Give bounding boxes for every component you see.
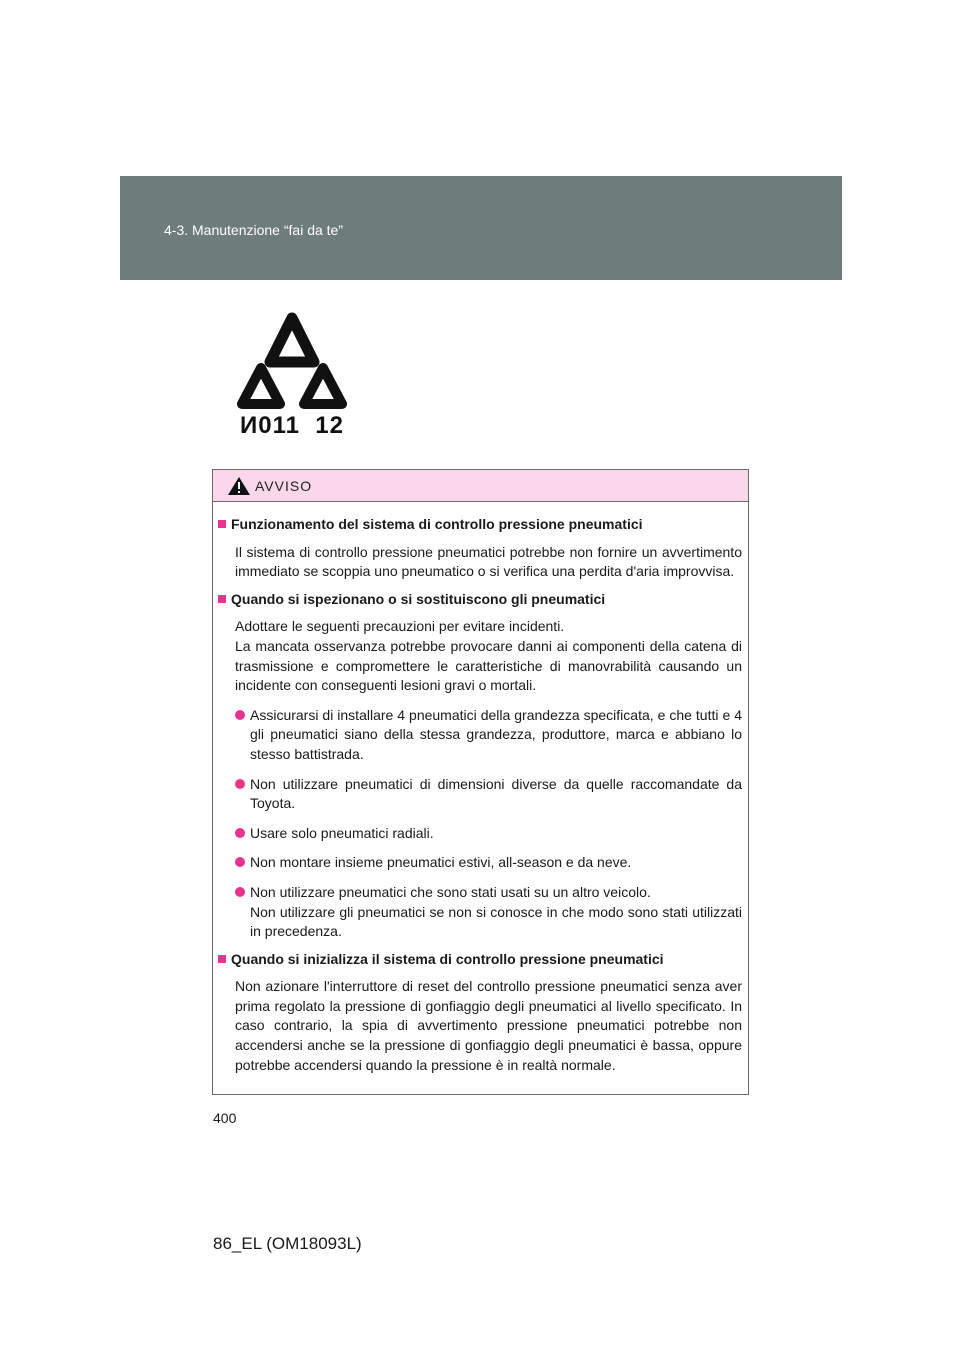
round-bullet-icon: [235, 828, 245, 838]
section-paragraph: Il sistema di controllo pressione pneumatici potrebbe non fornire un avvertimento immediato se scoppia uno pneumatico o si verifica una perdita d'aria improvvisa.: [235, 543, 742, 580]
list-item: Non utilizzare pneumatici di dimensioni diverse da quelle raccomandate da Toyota.: [235, 775, 742, 814]
warning-box: [212, 469, 749, 1095]
section-title: Quando si ispezionano o si sostituiscono gli pneumatici: [218, 590, 742, 610]
section-title: Funzionamento del sistema di controllo pressione pneumatici: [218, 515, 742, 535]
square-bullet-icon: [218, 595, 226, 603]
uniform-tire-symbol-icon: [236, 312, 348, 412]
round-bullet-icon: [235, 857, 245, 867]
section-title: Quando si inizializza il sistema di controllo pressione pneumatici: [218, 950, 742, 970]
warning-header: [213, 470, 748, 502]
tire-marking-code: И011 12: [240, 412, 344, 439]
list-item: Non montare insieme pneumatici estivi, all-season e da neve.: [235, 853, 742, 873]
list-item: Non utilizzare pneumatici che sono stati usati su un altro veicolo. Non utilizzare gli pneumatici se non si conosce in che modo sono stati utilizzati in precedenza.: [235, 883, 742, 942]
warning-body: [213, 502, 748, 1075]
section-paragraph: Non azionare l'interruttore di reset del controllo pressione pneumatici senza aver prima regolato la pressione di gonfiaggio degli pneumatici al livello specificato. In caso contrario, la spia di avvertimento pressione pneumatici potrebbe non accendersi anche se la pressione di gonfiaggio degli pneumatici è bassa, oppure potrebbe accendersi quando la pressione è in realtà normale.: [235, 978, 742, 1073]
list-item: Assicurarsi di installare 4 pneumatici della grandezza specificata, e che tutti e 4 gli pneumatici siano della stessa grandezza, produttore, marca e abbiano lo stesso battistrada.: [235, 706, 742, 765]
document-code: 86_EL (OM18093L): [213, 1234, 362, 1253]
tire-marking-figure: [236, 312, 348, 438]
page-number: 400: [213, 1110, 237, 1126]
round-bullet-icon: [235, 887, 245, 897]
round-bullet-icon: [235, 779, 245, 789]
square-bullet-icon: [218, 955, 226, 963]
warning-title: AVVISO: [255, 477, 313, 494]
round-bullet-icon: [235, 710, 245, 720]
breadcrumb: 4-3. Manutenzione “fai da te”: [164, 222, 343, 238]
square-bullet-icon: [218, 520, 226, 528]
page-header: [120, 176, 842, 280]
list-item: Usare solo pneumatici radiali.: [235, 824, 742, 844]
warning-triangle-icon: [227, 476, 251, 496]
section-paragraph: Adottare le seguenti precauzioni per evitare incidenti. La mancata osservanza potrebbe provocare danni ai componenti della catena di trasmissione e compromettere le caratteristiche di manovrabilità causando un incidente con conseguenti lesioni gravi o mortali.: [235, 618, 742, 694]
